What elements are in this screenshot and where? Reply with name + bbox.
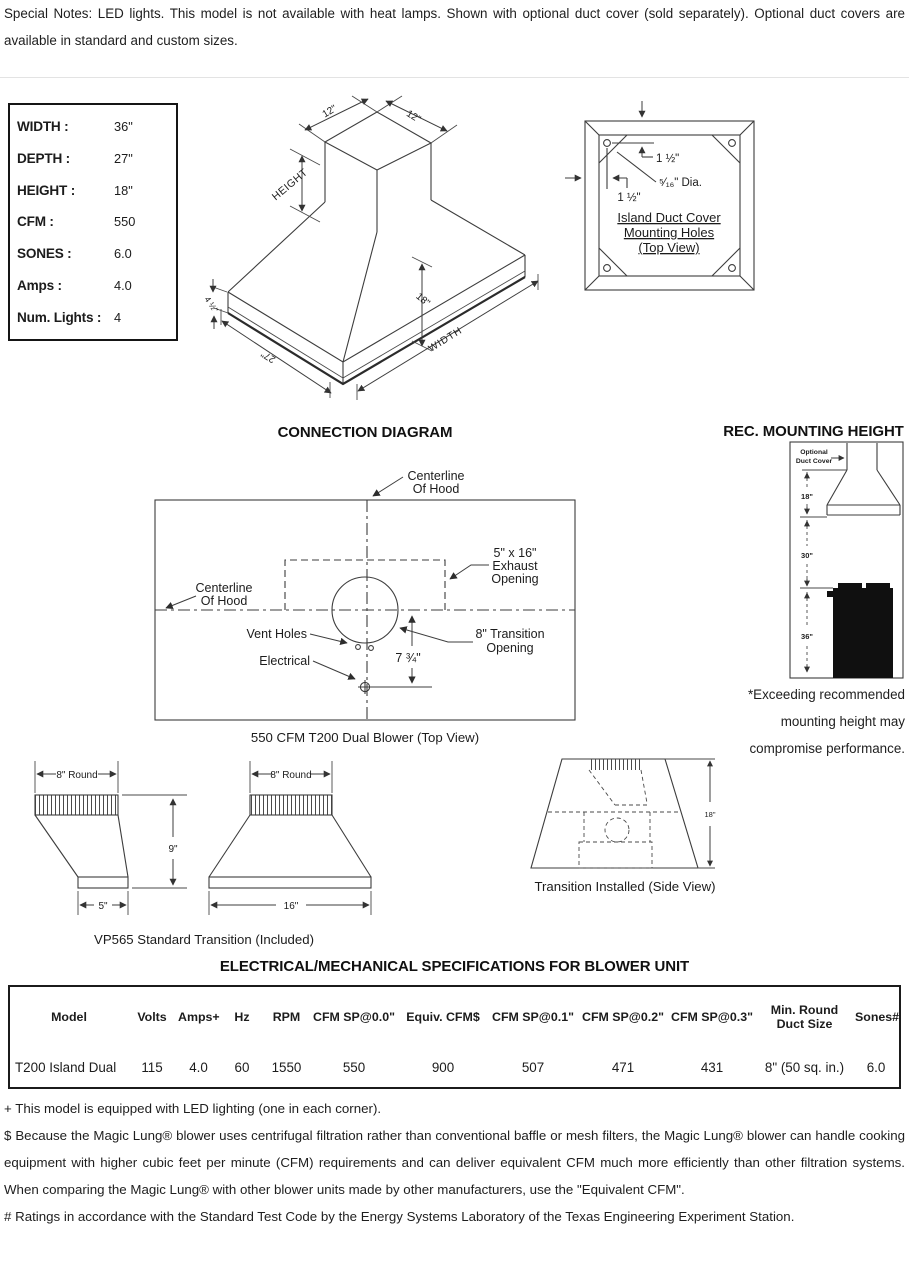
spec-row-amps <box>17 278 176 293</box>
connection-diagram <box>140 440 620 752</box>
spec-label: CFM : <box>17 214 54 230</box>
dim-4-5: 4 ½" <box>202 294 221 315</box>
spec-row-depth <box>17 151 176 166</box>
duct-cover-title-3: (Top View) <box>638 240 700 255</box>
spec-table <box>8 985 901 1089</box>
transition-installed-diagram <box>510 752 742 900</box>
dim-left-1-5: 1 ½" <box>617 192 641 204</box>
footnote-ratings: # Ratings in accordance with the Standard Test Code by the Energy Systems Laboratory of the Texas Engineering Experiment Station. <box>4 1209 795 1224</box>
header-sones: Sones# <box>855 1010 900 1024</box>
hole-diameter-label: ⁵⁄₁₆" Dia. <box>659 177 702 189</box>
left-transition-height-dim: 9" <box>168 844 178 855</box>
spec-label: Amps : <box>17 277 62 293</box>
footnote-led: + This model is equipped with LED lighting (one in each corner). <box>4 1101 382 1116</box>
cell-hz: 60 <box>234 1059 250 1075</box>
dim-27: 27" <box>259 347 278 365</box>
header-rpm: RPM <box>272 1010 301 1024</box>
note-line-3: compromise performance. <box>749 741 905 756</box>
spec-value: 4.0 <box>114 277 132 293</box>
spec-value: 18" <box>114 182 133 198</box>
cell-equiv-cfm: 900 <box>431 1059 455 1075</box>
cell-min-duct: 8" (50 sq. in.) <box>764 1059 845 1075</box>
spec-row-height <box>17 183 176 198</box>
exhaust-opening-label-1: 5" x 16" <box>493 546 537 560</box>
spec-value: 36" <box>114 119 133 135</box>
spec-row-width <box>17 119 176 134</box>
header-model: Model <box>51 1010 87 1024</box>
mounting-height-note <box>645 681 905 762</box>
spec-table-header-row <box>10 987 899 1047</box>
header-cfm-sp00: CFM SP@0.0" <box>313 1010 395 1024</box>
mount-dim-30: 30" <box>801 551 813 560</box>
spec-table-data-row <box>10 1047 899 1087</box>
right-transition-top-dim: 8" Round <box>270 770 312 781</box>
left-transition-bottom-dim: 5" <box>98 901 108 912</box>
connection-diagram-heading: CONNECTION DIAGRAM <box>277 424 453 441</box>
optional-duct-cover-label-2: Duct Cover <box>795 458 833 465</box>
mounting-height-heading: REC. MOUNTING HEIGHT <box>723 423 904 440</box>
exhaust-opening-label-3: Opening <box>491 572 539 586</box>
spec-table-title: ELECTRICAL/MECHANICAL SPECIFICATIONS FOR BLOWER UNIT <box>219 958 690 975</box>
cell-cfm-sp01: 507 <box>521 1059 545 1075</box>
isometric-hood-drawing <box>200 95 565 407</box>
footnotes <box>4 1095 905 1230</box>
header-min-duct: Min. Round Duct Size <box>770 1003 839 1031</box>
dimensions-box <box>8 103 178 341</box>
cell-volts: 115 <box>141 1059 163 1075</box>
duct-cover-title-2: Mounting Holes <box>623 225 715 240</box>
vent-holes-label: Vent Holes <box>246 627 307 641</box>
spec-row-lights <box>17 310 176 325</box>
special-notes: Special Notes: LED lights. This model is not available with heat lamps. Shown with optional duct cover (sold separately). Optional duct covers are available in standard and custom sizes. <box>4 6 905 48</box>
centerline-left-label-1: Centerline <box>195 581 253 595</box>
dim-top-1-5: 1 ½" <box>656 153 680 165</box>
mounting-height-diagram <box>788 440 906 680</box>
mount-dim-36: 36" <box>801 632 813 641</box>
header-equiv-cfm: Equiv. CFM$ <box>406 1010 480 1024</box>
dim-18: 18" <box>413 291 432 310</box>
spec-value: 6.0 <box>114 246 132 262</box>
duct-cover-mounting-diagram <box>560 95 760 295</box>
centerline-left-label-2: Of Hood <box>200 594 248 608</box>
spec-value: 550 <box>114 214 136 230</box>
spec-row-sones <box>17 246 176 261</box>
right-transition-bottom-dim: 16" <box>283 901 299 912</box>
spec-label: HEIGHT : <box>17 182 76 198</box>
cell-cfm-sp02: 471 <box>611 1059 635 1075</box>
installed-dim-18: 18" <box>704 810 716 819</box>
footnote-magic-lung: $ Because the Magic Lung® blower uses centrifugal filtration rather than conventional baffle or mesh filters, the Magic Lung® blower can handle cooking equipment with higher cubic feet per minute (CFM) requirements and can deliver equivalent CFM much more efficiently than other filtration systems. When comparing the Magic Lung® with other blower units made by other manufacturers, use the "Equivalent CFM". <box>4 1128 905 1197</box>
connection-caption: 550 CFM T200 Dual Blower (Top View) <box>250 730 480 745</box>
installed-caption: Transition Installed (Side View) <box>534 879 716 894</box>
header-hz: Hz <box>234 1010 250 1024</box>
cell-amps: 4.0 <box>189 1059 208 1075</box>
transition-opening-label-1: 8" Transition <box>475 627 545 641</box>
cell-rpm: 1550 <box>271 1059 302 1075</box>
header-cfm-sp01: CFM SP@0.1" <box>492 1010 574 1024</box>
divider-line <box>0 77 909 78</box>
spec-row-cfm <box>17 214 176 229</box>
spec-label: DEPTH : <box>17 151 70 167</box>
electrical-label: Electrical <box>259 654 310 668</box>
header-cfm-sp02: CFM SP@0.2" <box>582 1010 664 1024</box>
spec-value: 4 <box>114 309 122 325</box>
header-volts: Volts <box>137 1010 167 1024</box>
header-amps: Amps+ <box>178 1010 220 1024</box>
centerline-top-label-2: Of Hood <box>412 482 460 496</box>
header-cfm-sp03: CFM SP@0.3" <box>671 1010 753 1024</box>
cell-sones: 6.0 <box>866 1059 886 1075</box>
transition-diagrams <box>10 755 430 955</box>
height-label: HEIGHT <box>269 166 311 204</box>
transition-opening-label-2: Opening <box>486 641 534 655</box>
transition-caption: VP565 Standard Transition (Included) <box>94 932 314 947</box>
left-transition-top-dim: 8" Round <box>56 770 98 781</box>
dim-7-75: 7 ¾" <box>395 651 421 665</box>
mount-dim-18: 18" <box>801 492 813 501</box>
note-line-1: *Exceeding recommended <box>747 687 905 702</box>
centerline-top-label-1: Centerline <box>407 469 465 483</box>
spec-label: WIDTH : <box>17 119 69 135</box>
cell-model: T200 Island Dual <box>15 1059 117 1075</box>
spec-value: 27" <box>114 151 133 167</box>
width-label: WIDTH <box>426 325 465 355</box>
exhaust-opening-label-2: Exhaust <box>492 559 538 573</box>
dim-12-right: 12" <box>404 108 423 126</box>
range-silhouette <box>827 583 893 678</box>
cell-cfm-sp00: 550 <box>342 1059 366 1075</box>
optional-duct-cover-label-1: Optional <box>800 449 828 456</box>
spec-label: SONES : <box>17 246 72 262</box>
note-line-2: mounting height may <box>780 714 905 729</box>
cell-cfm-sp03: 431 <box>700 1059 724 1075</box>
spec-label: Num. Lights : <box>17 309 102 325</box>
dim-12-left: 12" <box>320 103 339 121</box>
duct-cover-title-1: Island Duct Cover <box>617 210 721 225</box>
